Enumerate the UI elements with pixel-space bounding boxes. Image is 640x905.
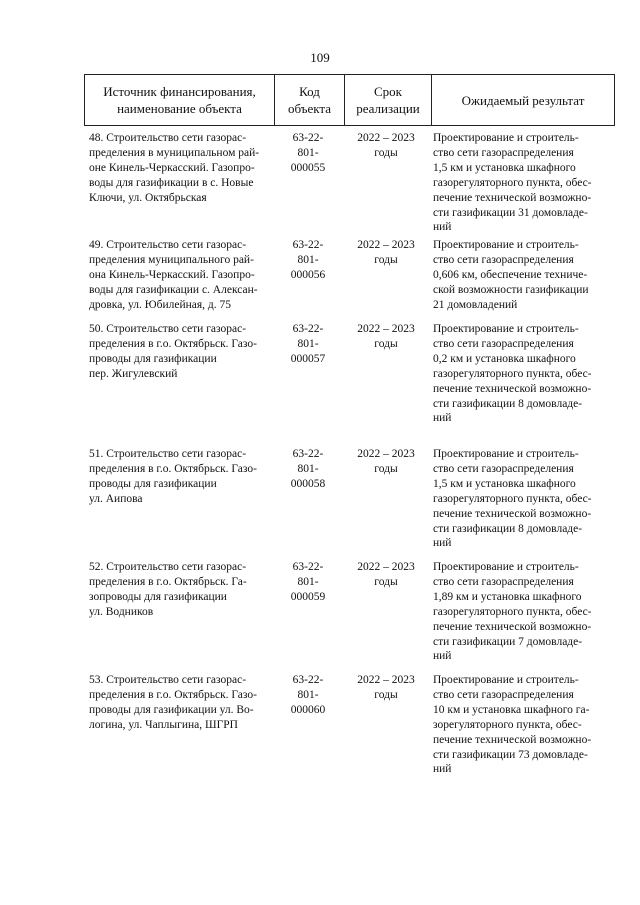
expected-result: Проектирование и строитель- ство сети газораспределения 10 км и установка шкафного га- зорегуляторного пункта, обес- печение технической возможно- сти газификации 73 домовладе- ний <box>433 674 592 776</box>
expected-result: Проектирование и строитель- ство сети газораспределения 1,5 км и установка шкафного газорегуляторного пункта, обес- печение технической возможно- сти газификации 8 домовладе- ний <box>433 448 592 550</box>
expected-result: Проектирование и строитель- ство сети газораспределения 1,89 км и установка шкафного газорегуляторного пункта, обес- печение технической возможно- сти газификации 7 домовладе- ний <box>433 561 592 663</box>
implementation-term: 2022 – 2023 годы <box>357 323 415 350</box>
object-name: 49. Строительство сети газорас- пределения муниципального рай- она Кинель-Черкасский. Газопро- воды для газификации с. Алексан- дровка, ул. Юбилейная, д. 75 <box>89 239 258 311</box>
header-source: Источник финансирования, наименование объекта <box>85 75 275 126</box>
object-name: 52. Строительство сети газорас- пределения в г.о. Октябрьск. Га- зопроводы для газификации ул. Водников <box>89 561 247 618</box>
object-code: 63-22- 801- 000059 <box>290 561 326 603</box>
implementation-term: 2022 – 2023 годы <box>357 239 415 266</box>
header-result: Ожидаемый результат <box>432 75 615 126</box>
header-code: Код объекта <box>275 75 345 126</box>
page-number: 109 <box>310 50 330 65</box>
object-code: 63-22- 801- 000057 <box>290 323 326 365</box>
expected-result: Проектирование и строитель- ство сети газораспределения 1,5 км и установка шкафного газорегуляторного пункта, обес- печение технической возможно- сти газификации 31 домовладе- ний <box>433 132 592 234</box>
header-term: Срок реализации <box>345 75 432 126</box>
expected-result: Проектирование и строитель- ство сети газораспределения 0,2 км и установка шкафного газорегуляторного пункта, обес- печение технической возможно- сти газификации 8 домовладе- ний <box>433 323 592 425</box>
object-code: 63-22- 801- 000058 <box>290 448 326 490</box>
expected-result: Проектирование и строитель- ство сети газораспределения 0,606 км, обеспечение техниче- ской возможности газификации 21 домовладений <box>433 239 589 311</box>
object-code: 63-22- 801- 000056 <box>290 239 326 281</box>
object-name: 48. Строительство сети газорас- пределения в муниципальном рай- оне Кинель-Черкасский. Газопро- воды для газификации в с. Новые Ключи, ул. Октябрьская <box>89 132 260 204</box>
table-header <box>84 74 615 126</box>
object-name: 50. Строительство сети газорас- пределения в г.о. Октябрьск. Газо- проводы для газификации пер. Жигулевский <box>89 323 257 380</box>
implementation-term: 2022 – 2023 годы <box>357 674 415 701</box>
implementation-term: 2022 – 2023 годы <box>357 132 415 159</box>
object-name: 51. Строительство сети газорас- пределения в г.о. Октябрьск. Газо- проводы для газификации ул. Аипова <box>89 448 257 505</box>
implementation-term: 2022 – 2023 годы <box>357 561 415 588</box>
object-name: 53. Строительство сети газорас- пределения в г.о. Октябрьск. Газо- проводы для газификации ул. Во- логина, ул. Чаплыгина, ШГРП <box>89 674 257 731</box>
object-code: 63-22- 801- 000055 <box>290 132 326 174</box>
implementation-term: 2022 – 2023 годы <box>357 448 415 475</box>
object-code: 63-22- 801- 000060 <box>290 674 326 716</box>
